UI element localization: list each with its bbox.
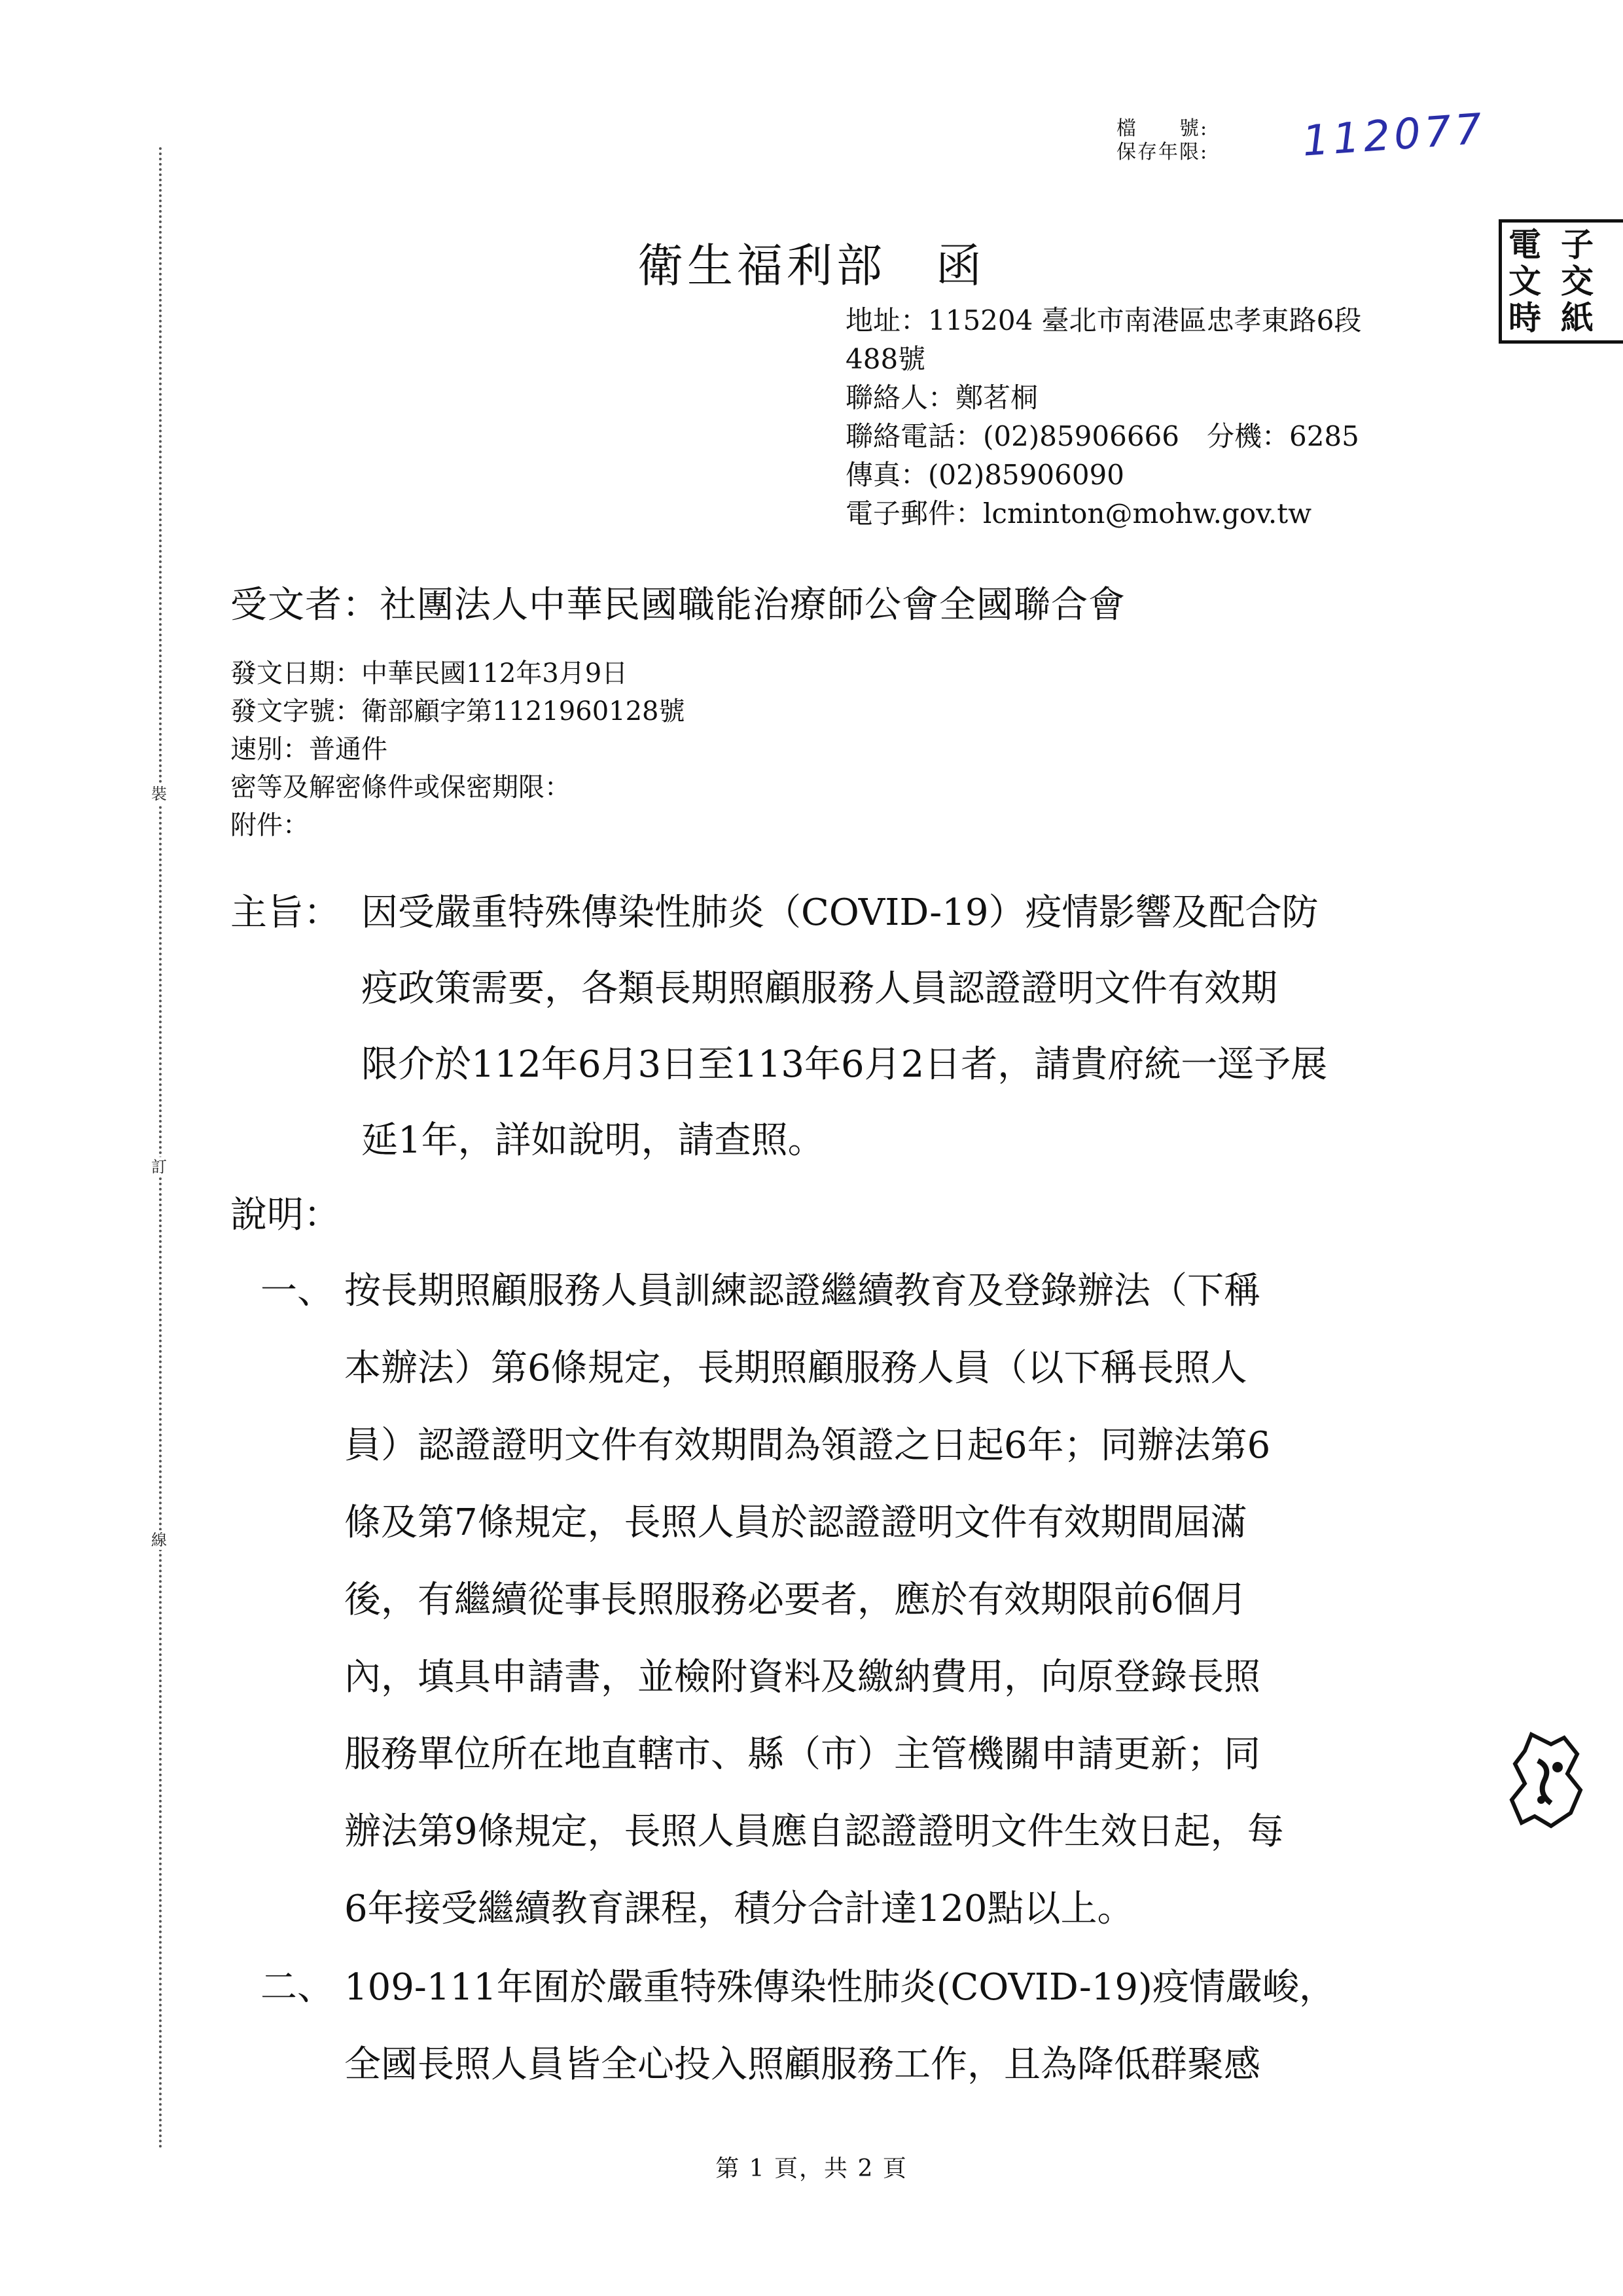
sender-address-cont: 488號: [846, 343, 926, 375]
item1-line: 員）認證證明文件有效期間為領證之日起6年；同辦法第6: [344, 1424, 1271, 1467]
stamp-char: 紙: [1561, 299, 1594, 337]
stamp-char: 子: [1561, 226, 1594, 264]
item1-line: 按長期照顧服務人員訓練認證繼續教育及登錄辦法（下稱: [344, 1270, 1260, 1312]
item-number-2: 二、: [260, 1966, 334, 2009]
document-title: 衛生福利部 函: [637, 239, 986, 293]
file-number-label: 檔 號:: [1116, 117, 1209, 140]
binding-char-xian: 線: [149, 1530, 169, 1550]
secrecy-level: 密等及解密條件或保密期限：: [230, 772, 571, 802]
item1-line: 本辦法）第6條規定，長期照顧服務人員（以下稱長照人: [344, 1347, 1247, 1390]
binding-margin-dotted-line: [159, 147, 162, 2150]
issue-date: 發文日期：中華民國112年3月9日: [230, 658, 628, 689]
sender-info: [846, 301, 1435, 533]
stamp-char: 交: [1561, 262, 1594, 300]
item1-line: 辦法第9條規定，長照人員應自認證證明文件生效日起，每: [344, 1810, 1284, 1853]
item2-line: 全國長照人員皆全心投入照顧服務工作，且為降低群聚感: [344, 2043, 1260, 2086]
binding-char-ding: 訂: [149, 1157, 169, 1177]
subject-line: 因受嚴重特殊傳染性肺炎（COVID-19）疫情影響及配合防: [361, 891, 1319, 934]
stamp-char: 電: [1508, 226, 1541, 264]
sender-email: 電子郵件：lcminton@mohw.gov.tw: [846, 497, 1312, 529]
item2-line: 109-111年囿於嚴重特殊傳染性肺炎(COVID-19)疫情嚴峻，: [344, 1966, 1336, 2009]
handwritten-file-number: 112077: [1300, 105, 1488, 166]
page-number-footer: 第 1 頁，共 2 頁: [715, 2155, 908, 2182]
item1-line: 後，有繼續從事長照服務必要者，應於有效期限前6個月: [344, 1579, 1247, 1621]
subject-line: 限介於112年6月3日至113年6月2日者，請貴府統一逕予展: [361, 1043, 1328, 1086]
document-meta: [230, 655, 685, 844]
stamp-char: 文: [1508, 262, 1541, 300]
binding-char-zhuang: 裝: [149, 784, 169, 804]
sender-address: 地址：115204 臺北市南港區忠孝東路6段: [846, 304, 1362, 336]
item1-line: 內，填具申請書，並檢附資料及繳納費用，向原登錄長照: [344, 1656, 1260, 1698]
sender-phone: 聯絡電話：(02)85906666 分機：6285: [846, 420, 1359, 452]
item1-line: 服務單位所在地直轄市、縣（市）主管機關申請更新；同: [344, 1733, 1260, 1776]
sender-fax: 傳真：(02)85906090: [846, 459, 1124, 491]
document-number: 發文字號：衛部顧字第1121960128號: [230, 696, 685, 726]
recipient: 受文者：社團法人中華民國職能治療師公會全國聯合會: [230, 584, 1126, 626]
sender-contact: 聯絡人：鄭茗桐: [846, 382, 1039, 414]
retention-period-label: 保存年限:: [1116, 141, 1209, 164]
subject-label: 主旨：: [230, 891, 340, 934]
item-number-1: 一、: [260, 1270, 334, 1312]
stamp-char: 時: [1508, 299, 1541, 337]
subject-line: 延1年，詳如說明，請查照。: [361, 1119, 825, 1162]
speed-class: 速別：普通件: [230, 734, 387, 764]
explanation-label: 說明：: [230, 1194, 340, 1236]
attachment: 附件：: [230, 810, 309, 840]
subject-line: 疫政策需要，各類長期照顧服務人員認證證明文件有效期: [361, 967, 1277, 1010]
item1-line: 條及第7條規定，長照人員於認證證明文件有效期間屆滿: [344, 1501, 1247, 1544]
seal-stamp-icon: [1505, 1728, 1584, 1833]
item1-line: 6年接受繼續教育課程，積分合計達120點以上。: [344, 1888, 1134, 1930]
